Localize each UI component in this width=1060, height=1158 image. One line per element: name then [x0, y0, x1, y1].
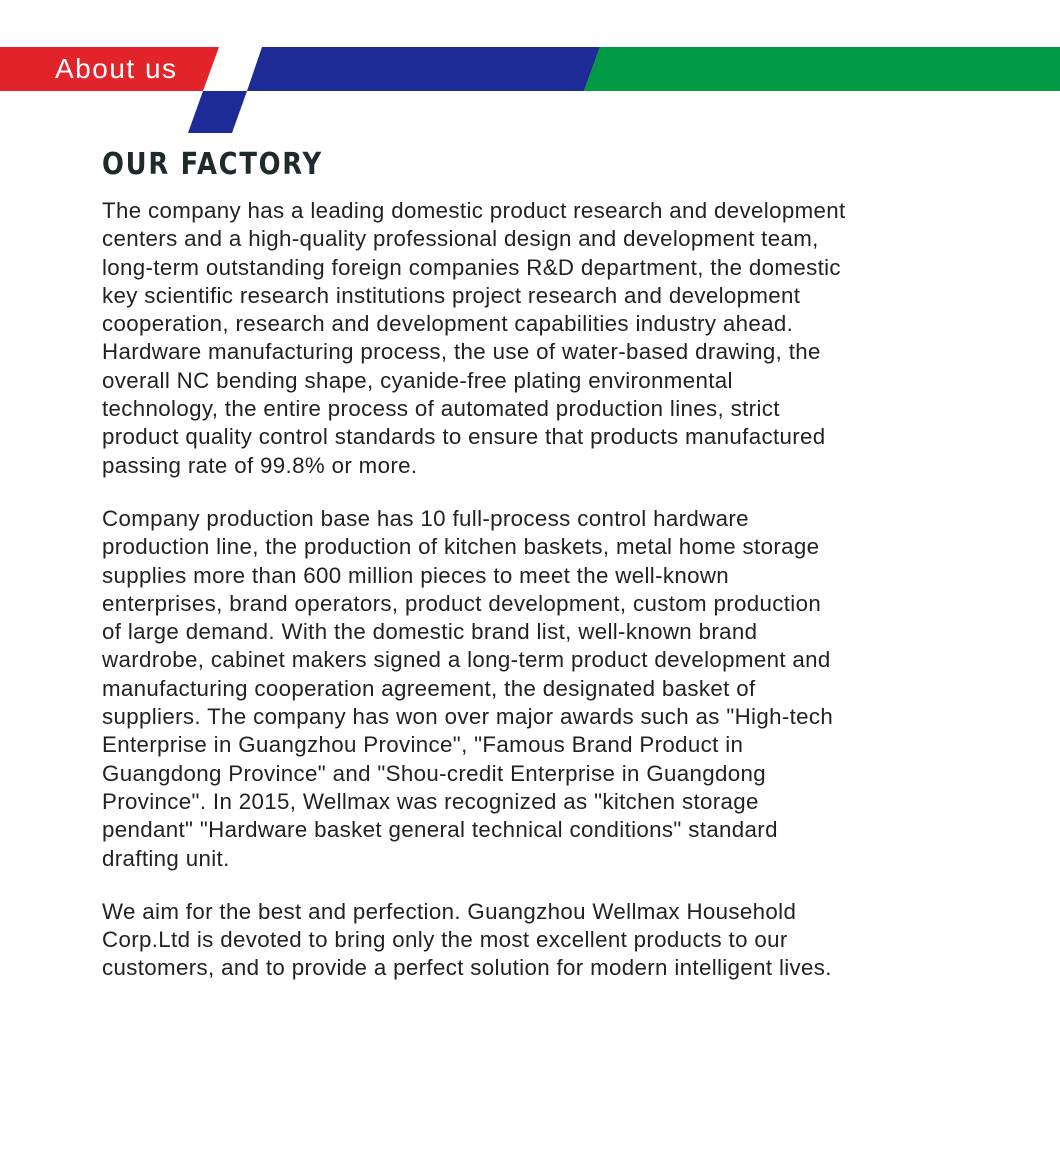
text-line: cooperation, research and development capabilities industry ahead. — [102, 311, 794, 337]
text-line: overall NC bending shape, cyanide-free plating environmental — [102, 367, 733, 393]
text-line: Guangdong Province" and "Shou-credit Enterprise in Guangdong — [102, 760, 767, 786]
paragraph-research — [102, 197, 962, 480]
text-line: wardrobe, cabinet makers signed a long-term product development and — [102, 647, 831, 673]
banner-blue-stripe — [247, 47, 600, 91]
text-line: product quality control standards to ensure that products manufactured — [102, 424, 826, 450]
banner-green-stripe — [584, 47, 1060, 91]
text-line: centers and a high-quality professional design and development team, — [102, 226, 819, 252]
text-line: Corp.Ltd is devoted to bring only the most excellent products to our — [102, 927, 788, 953]
text-line: supplies more than 600 million pieces to meet the well-known — [102, 562, 730, 588]
paragraph-production — [102, 505, 962, 873]
text-line: Enterprise in Guangzhou Province", "Famous Brand Product in — [102, 732, 744, 758]
text-line: manufacturing cooperation agreement, the designated basket of — [102, 675, 756, 701]
text-line: production line, the production of kitchen baskets, metal home storage — [102, 534, 820, 560]
text-line: Company production base has 10 full-process control hardware — [102, 505, 749, 531]
text-line: We aim for the best and perfection. Guangzhou Wellmax Household — [102, 898, 797, 924]
text-line: passing rate of 99.8% or more. — [102, 452, 418, 478]
text-line: drafting unit. — [102, 845, 230, 871]
section-banner — [0, 0, 1060, 140]
text-line: The company has a leading domestic product research and development — [102, 198, 846, 223]
text-line: enterprises, brand operators, product development, custom production — [102, 590, 822, 616]
text-line: Hardware manufacturing process, the use of water-based drawing, the — [102, 339, 821, 365]
text-line: customers, and to provide a perfect solution for modern intelligent lives. — [102, 955, 832, 981]
banner-label: About us — [55, 53, 178, 84]
factory-section — [102, 143, 962, 983]
text-line: technology, the entire process of automated production lines, strict — [102, 396, 780, 422]
text-line: suppliers. The company has won over major awards such as "High-tech — [102, 704, 834, 730]
text-line: long-term outstanding foreign companies R&D department, the domestic — [102, 254, 841, 280]
text-line: pendant" "Hardware basket general technical conditions" standard — [102, 817, 778, 843]
text-line: of large demand. With the domestic brand list, well-known brand — [102, 619, 758, 645]
text-line: Province". In 2015, Wellmax was recognized as "kitchen storage — [102, 788, 759, 814]
section-heading: OUR FACTORY — [102, 147, 323, 182]
paragraph-mission — [102, 898, 962, 983]
text-line: key scientific research institutions project research and development — [102, 282, 801, 308]
banner-blue-tab — [188, 91, 247, 133]
